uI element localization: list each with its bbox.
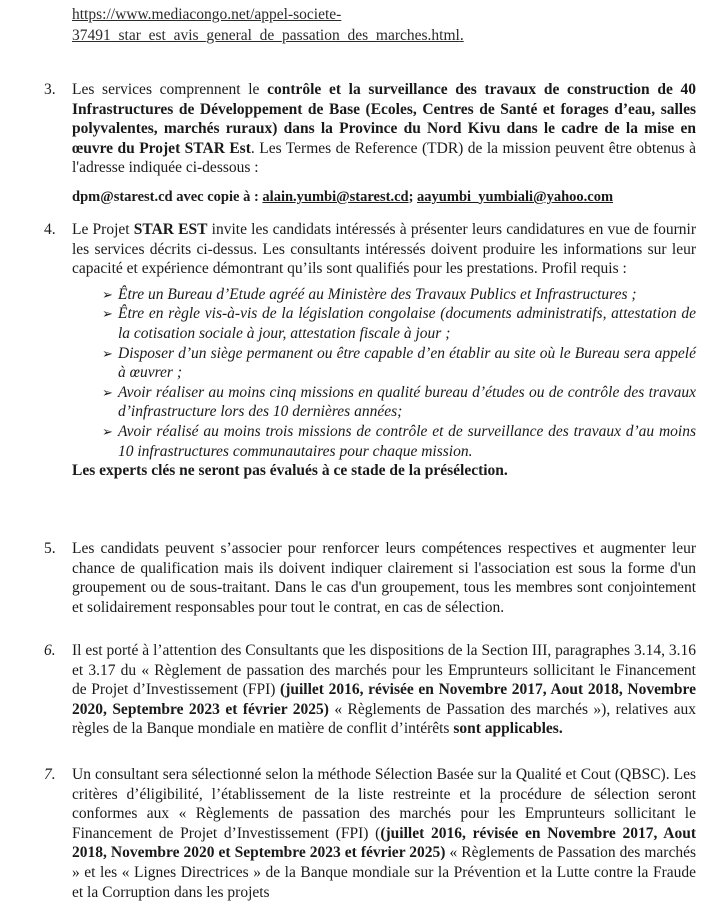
source-link[interactable]: [72, 4, 672, 46]
requirement-item: ➢ Être un Bureau d’Etude agréé au Ministère des Travaux Publics et Infrastructures ;: [102, 285, 637, 303]
text: « Règlements de Passation des marchés »), relatives aux règles de la Banque mondiale en matière de conflit d’intérêts: [72, 700, 696, 738]
requirements-list: [72, 285, 696, 461]
arrow-bullet-icon: ➢: [102, 423, 113, 439]
text: Les candidats peuvent s’associer pour renforcer leurs compétences respectives et augmenter leur chance de qualification mais ils doivent indiquer clairement si l'association est sous la forme d'un groupement ou de sous-traitant. Dans le cas d'un groupement, tous les membres sont conjointement et solidairement responsables pour tout le contrat, en cas de sélection.: [72, 540, 696, 616]
paragraph-body: [72, 539, 696, 617]
paragraph-body: [72, 765, 696, 902]
requirement-item: ➢ Avoir réaliser au moins cinq missions en qualité bureau d’études ou de contrôle des travaux d’infrastructure lors des 10 dernières années;: [102, 383, 696, 421]
requirement-item: ➢ Avoir réalisé au moins trois missions de contrôle et de surveillance des travaux d’au moins 10 infrastructures communautaires pour chaque mission.: [102, 422, 696, 460]
paragraph-number: 4.: [44, 221, 56, 238]
text: Le Projet: [72, 221, 134, 238]
arrow-bullet-icon: ➢: [102, 384, 113, 400]
arrow-bullet-icon: ➢: [102, 306, 113, 322]
paragraph-number: 5.: [44, 540, 56, 557]
bold-text: STAR EST: [133, 221, 208, 238]
experts-note: Les experts clés ne seront pas évalués à ce stade de la présélection.: [72, 462, 508, 480]
source-link-line-1[interactable]: https://www.mediacongo.net/appel-societe-: [72, 6, 342, 23]
requirement-item: ➢ Être en règle vis-à-vis de la législation congolaise (documents administratifs, attestation de la cotisation sociale à jour, attestation fiscale à jour ;: [102, 305, 696, 342]
email-copy-2[interactable]: aayumbi_yumbiali@yahoo.com: [417, 188, 614, 205]
paragraph-body: [72, 80, 696, 208]
text: . Les Termes de Reference (TDR) de la mission peuvent être obtenus à l'adresse indiquée ci-dessous :: [72, 139, 696, 177]
requirement-item: ➢ Disposer d’un siège permanent ou être capable d’en établir au site où le Bureau sera appelé à œuvrer ;: [102, 344, 696, 382]
text: Les services comprennent le: [72, 81, 268, 98]
email-primary[interactable]: dpm@starest.cd: [72, 188, 173, 205]
paragraph-number: 7.: [44, 766, 56, 783]
paragraph-number: 6.: [44, 642, 56, 659]
text: « Règlements de Passation des marchés » et les « Lignes Directrices » de la Banque mondiale sur la Prévention et la Lutte contre la Fraude et la Corruption dans les projets: [72, 844, 696, 901]
email-separator: ;: [408, 188, 418, 205]
text: Un consultant sera sélectionné selon la méthode Sélection Basée sur la Qualité et Cout (QBSC). Les critères d’éligibilité, l’établissement de la liste restreinte et la procédure de sélection seront conformes aux « Règlements de passation des marchés pour les Emprunteurs sollicitant le Financement de Projet d’Investissement (FPI) (: [72, 766, 696, 842]
paragraph-body: [72, 220, 696, 481]
bold-text: (juillet 2016, révisée en Novembre 2017, Aout 2018, Novembre 2020 et Septembre 2023 et février 2025): [72, 824, 696, 862]
email-copy-1[interactable]: alain.yumbi@starest.cd: [262, 188, 409, 205]
text: invite les candidats intéressés à présenter leurs candidatures en vue de fournir les services décrits ci-dessus. Les consultants intéressés doivent produire les informations sur leur capacité et expérience démontrant qu’ils sont qualifiés pour les prestations. Profil requis :: [72, 221, 697, 278]
paragraph-body: [72, 641, 696, 739]
copy-label: avec copie à :: [172, 188, 263, 205]
arrow-bullet-icon: ➢: [102, 345, 113, 361]
bold-text: (juillet 2016, révisée en Novembre 2017, Aout 2018, Novembre 2020, Septembre 2023 et février 2025): [72, 681, 696, 718]
source-link-line-2[interactable]: 37491_star_est_avis_general_de_passation_des_marches.html.: [72, 27, 464, 44]
bold-text: sont applicables.: [453, 720, 563, 738]
arrow-bullet-icon: ➢: [102, 286, 113, 302]
contact-emails: [72, 188, 696, 208]
bold-text: contrôle et la surveillance des travaux de construction de 40 Infrastructures de Développement de Base (Ecoles, Centres de Santé et forages d’eau, salles polyvalentes, marchés ruraux) dans la Province du Nord Kivu dans le cadre de la mise en œuvre du Projet STAR Est: [72, 81, 696, 157]
text: Il est porté à l’attention des Consultants que les dispositions de la Section III, paragraphes 3.14, 3.16 et 3.17 du « Règlement de passation des marchés pour les Emprunteurs sollicitant le Financement de Projet d’Investissement (FPI): [72, 642, 696, 699]
paragraph-number: 3.: [44, 81, 56, 98]
